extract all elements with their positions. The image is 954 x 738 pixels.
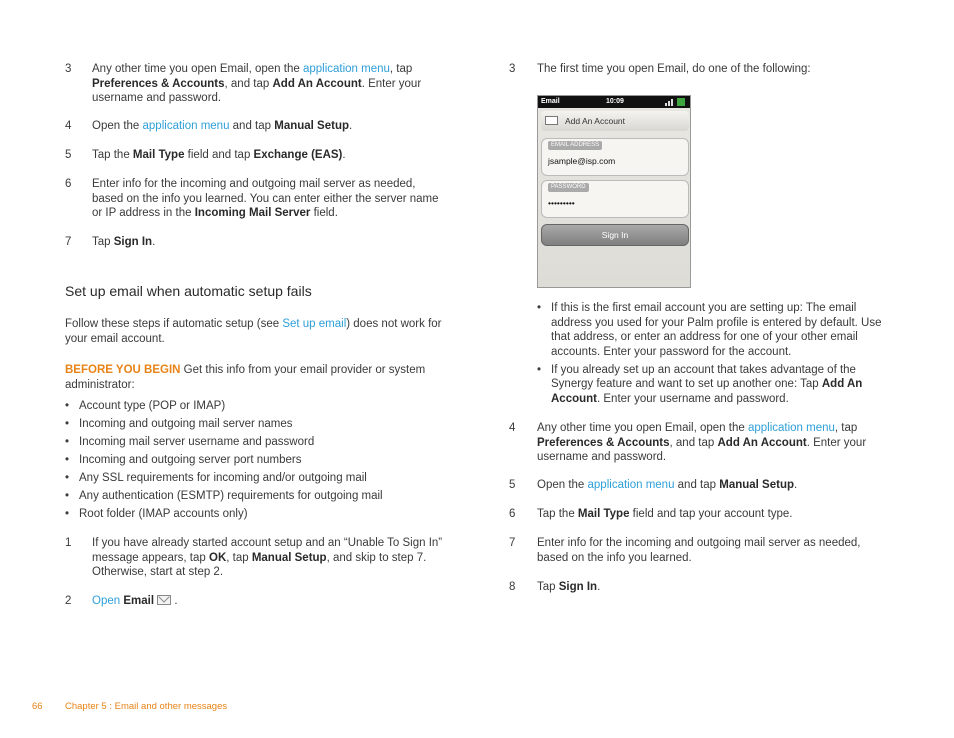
step-text: Tap the Mail Type field and tap your account type. xyxy=(537,508,793,520)
right-bullets xyxy=(537,301,897,406)
set-up-email-link[interactable]: Set up email xyxy=(282,318,347,330)
step-number: 8 xyxy=(509,581,516,593)
status-time: 10:09 xyxy=(606,98,624,105)
step-text: Open the application menu and tap Manual Setup. xyxy=(92,120,353,132)
header-title: Add An Account xyxy=(565,116,626,126)
step-text: Tap Sign In. xyxy=(92,236,156,248)
list-item: • Any authentication (ESMTP) requirements for outgoing mail xyxy=(65,489,455,504)
list-item: • Incoming and outgoing server port numbers xyxy=(65,453,455,468)
envelope-icon xyxy=(545,116,558,125)
section-heading: Set up email when automatic setup fails xyxy=(65,283,312,299)
intro-paragraph: Follow these steps if automatic setup (see Set up email) does not work for your email account. xyxy=(65,318,442,345)
step-text: Any other time you open Email, open the application menu, tap Preferences & Accounts, and tap Add An Account. Enter your username and password. xyxy=(537,422,867,463)
email-address-field[interactable] xyxy=(541,138,689,176)
sign-in-button[interactable]: Sign In xyxy=(541,224,689,246)
list-item: • Incoming and outgoing mail server names xyxy=(65,417,455,432)
list-item: • Root folder (IMAP accounts only) xyxy=(65,507,455,522)
status-bar xyxy=(538,96,690,108)
step-text: Tap the Mail Type field and tap Exchange (EAS). xyxy=(92,149,346,161)
password-label: PASSWORD xyxy=(548,183,589,192)
before-you-begin: BEFORE YOU BEGIN Get this info from your email provider or system administrator: xyxy=(65,364,426,391)
email-address-value: jsample@isp.com xyxy=(548,156,616,166)
step-number: 3 xyxy=(509,63,516,75)
before-you-begin-label: BEFORE YOU BEGIN xyxy=(65,364,181,376)
chapter-title: Chapter 5 : Email and other messages xyxy=(65,701,228,712)
list-item: • If you already set up an account that takes advantage of the Synergy feature and want to set up another one: Tap Add An Account. Enter your username and password. xyxy=(537,363,897,407)
step-number: 4 xyxy=(65,120,72,132)
application-menu-link[interactable]: application menu xyxy=(747,422,835,434)
step-number: 3 xyxy=(65,63,72,75)
requirements-list xyxy=(65,399,455,522)
application-menu-link[interactable]: application menu xyxy=(302,63,390,75)
status-app-name: Email xyxy=(541,98,560,105)
step-number: 5 xyxy=(509,479,516,491)
step-text: Open the application menu and tap Manual Setup. xyxy=(537,479,798,491)
list-item: • Incoming mail server username and password xyxy=(65,435,455,450)
step-number: 7 xyxy=(65,236,72,248)
password-field[interactable] xyxy=(541,180,689,218)
step-text: Open Email . xyxy=(92,595,178,607)
step-number: 7 xyxy=(509,537,516,549)
application-menu-link[interactable]: application menu xyxy=(587,479,675,491)
email-app-icon xyxy=(157,595,171,605)
phone-screenshot xyxy=(537,95,691,288)
step-text: Enter info for the incoming and outgoing mail server as needed, based on the info you learned. You can enter either the server name or IP address in the Incoming Mail Server field. xyxy=(92,178,439,219)
step-number: 6 xyxy=(65,178,72,190)
step-text: If you have already started account setup and an “Unable To Sign In” message appears, tap OK, tap Manual Setup, and skip to step 7. Otherwise, start at step 2. xyxy=(92,537,443,578)
step-text: The first time you open Email, do one of the following: xyxy=(537,63,811,75)
step-number: 1 xyxy=(65,537,72,549)
step-text: Any other time you open Email, open the application menu, tap Preferences & Accounts, and tap Add An Account. Enter your username and password. xyxy=(92,63,422,104)
signal-battery-icon xyxy=(665,98,687,106)
application-menu-link[interactable]: application menu xyxy=(142,120,230,132)
step-text: Enter info for the incoming and outgoing mail server as needed, based on the info you learned. xyxy=(537,537,861,564)
list-item: • Account type (POP or IMAP) xyxy=(65,399,455,414)
add-account-header xyxy=(541,111,689,131)
list-item: • Any SSL requirements for incoming and/or outgoing mail xyxy=(65,471,455,486)
step-number: 6 xyxy=(509,508,516,520)
step-text: Tap Sign In. xyxy=(537,581,601,593)
step-number: 4 xyxy=(509,422,516,434)
open-link[interactable]: Open xyxy=(92,595,121,607)
page-number: 66 xyxy=(32,701,43,712)
password-value: ••••••••• xyxy=(548,198,575,208)
email-address-label: EMAIL ADDRESS xyxy=(548,141,602,150)
step-number: 2 xyxy=(65,595,72,607)
list-item: • If this is the first email account you are setting up: The email address you used for your Palm profile is entered by default. Use that address, or enter an address for one of your other email accounts. Enter your password for the account. xyxy=(537,301,897,359)
step-number: 5 xyxy=(65,149,72,161)
